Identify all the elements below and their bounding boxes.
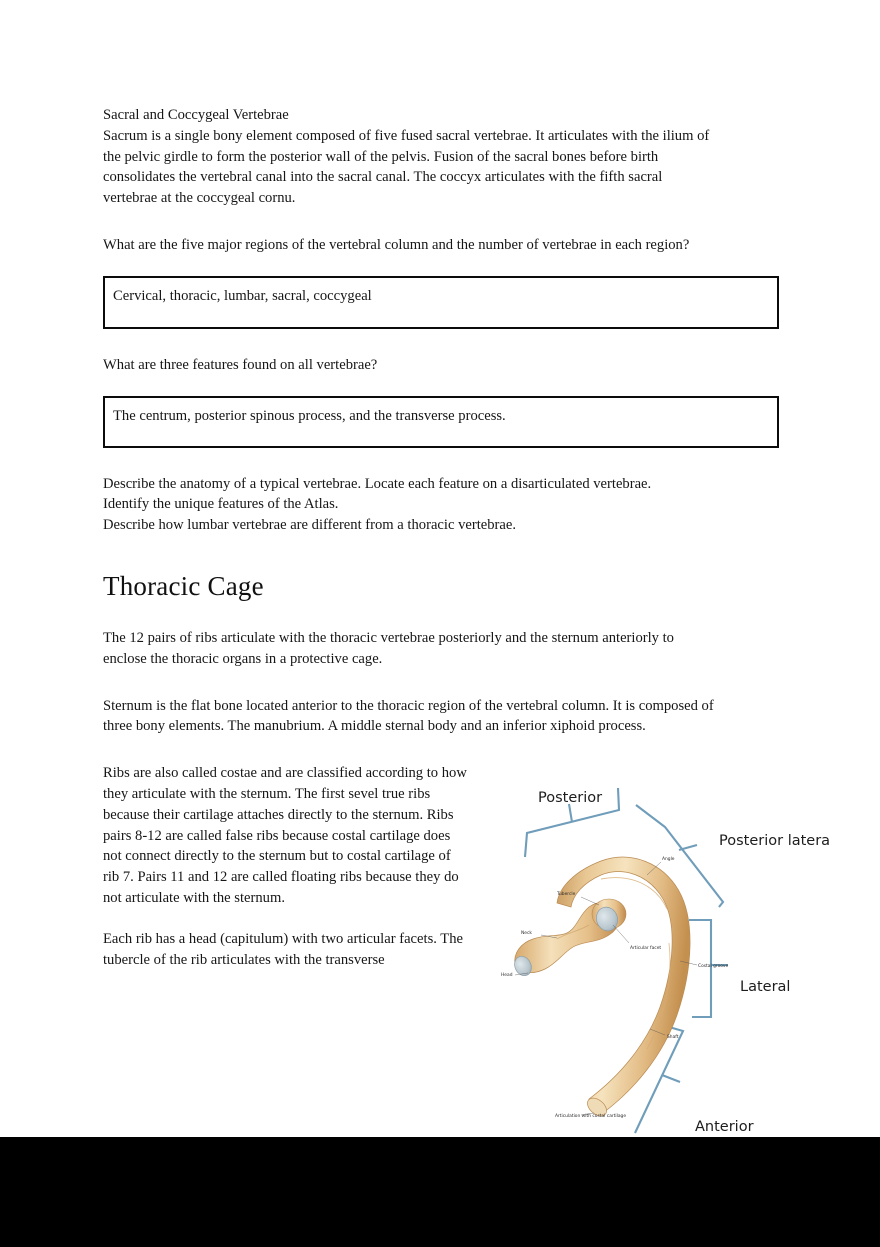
label-articular-facet: Articular facet: [630, 946, 662, 951]
paragraph-sternum: Sternum is the flat bone located anterior to the thoracic region of the vertebral column. It is composed of three bony elements. The manubrium. A middle sternal body and an inferior xiphoid process.: [103, 697, 714, 735]
spacer: [103, 670, 717, 696]
spacer: [103, 256, 717, 276]
spacer: [103, 536, 717, 570]
label-posterior-lateral: Posterior latera: [719, 833, 831, 849]
label-anterior: Anterior: [695, 1119, 754, 1135]
question-prompt-2: What are three features found on all vertebrae?: [103, 356, 378, 373]
label-neck: Neck: [521, 931, 532, 936]
label-articulation: Articulation with costal cartilage: [555, 1114, 627, 1119]
spacer: [103, 376, 717, 396]
label-shaft: Shaft: [667, 1035, 679, 1040]
paragraph-rib-classification: Ribs are also called costae and are classified according to how they articulate with the sternum. The first sevel true ribs because their cartilage attaches directly to the sternum. Ribs pairs 8-12 are called false ribs because costal cartilage does not connect directly to the sternum but to costal cartilage of rib 7. Pairs 11 and 12 are called floating ribs because they do not articulate with the sternum.: [103, 765, 467, 906]
answer-text-2: The centrum, posterior spinous process, and the transverse process.: [113, 407, 506, 424]
subheading-sacral-coccygeal: Sacral and Coccygeal Vertebrae: [103, 107, 289, 123]
question-prompt-1: What are the five major regions of the vertebral column and the number of vertebrae in each region?: [103, 236, 690, 253]
label-lateral: Lateral: [740, 979, 791, 995]
label-costal-groove: Costal groove: [698, 964, 729, 969]
label-head: Head: [501, 973, 513, 978]
spacer: [103, 209, 717, 235]
spacer: [103, 329, 717, 355]
task-line-2: Identify the unique features of the Atlas.: [103, 496, 339, 513]
spacer: [103, 602, 717, 628]
label-angle: Angle: [662, 857, 675, 862]
answer-box-2[interactable]: [103, 396, 779, 448]
answer-box-1[interactable]: [103, 276, 779, 329]
label-tubercle: Tubercle: [557, 892, 576, 897]
rib-anatomy-figure: [497, 783, 880, 1137]
paragraph-ribs-overview: The 12 pairs of ribs articulate with the thoracic vertebrae posteriorly and the sternum anteriorly to enclose the thoracic organs in a protective cage.: [103, 629, 674, 667]
task-line-3: Describe how lumbar vertebrae are different from a thoracic vertebrae.: [103, 517, 517, 534]
paragraph-rib-head: Each rib has a head (capitulum) with two articular facets. The tubercle of the rib articulates with the transverse: [103, 930, 463, 968]
viewport-letterbox: [0, 1137, 880, 1247]
answer-text-1: Cervical, thoracic, lumbar, sacral, coccygeal: [113, 287, 372, 304]
label-posterior: Posterior: [538, 790, 603, 806]
page-title-thoracic-cage: Thoracic Cage: [103, 570, 264, 601]
paragraph-sacral-body: Sacrum is a single bony element composed of five fused sacral vertebrae. It articulates with the ilium of the pelvic girdle to form the posterior wall of the pelvis. Fusion of the sacral bones before birth consolidates the vertebral canal into the sacral canal. The coccyx articulates with the fifth sacral vertebrae at the coccygeal cornu.: [103, 127, 710, 207]
task-line-1: Describe the anatomy of a typical vertebrae. Locate each feature on a disarticulated vertebrae.: [103, 475, 652, 492]
spacer: [103, 448, 717, 474]
spacer: [103, 737, 717, 763]
